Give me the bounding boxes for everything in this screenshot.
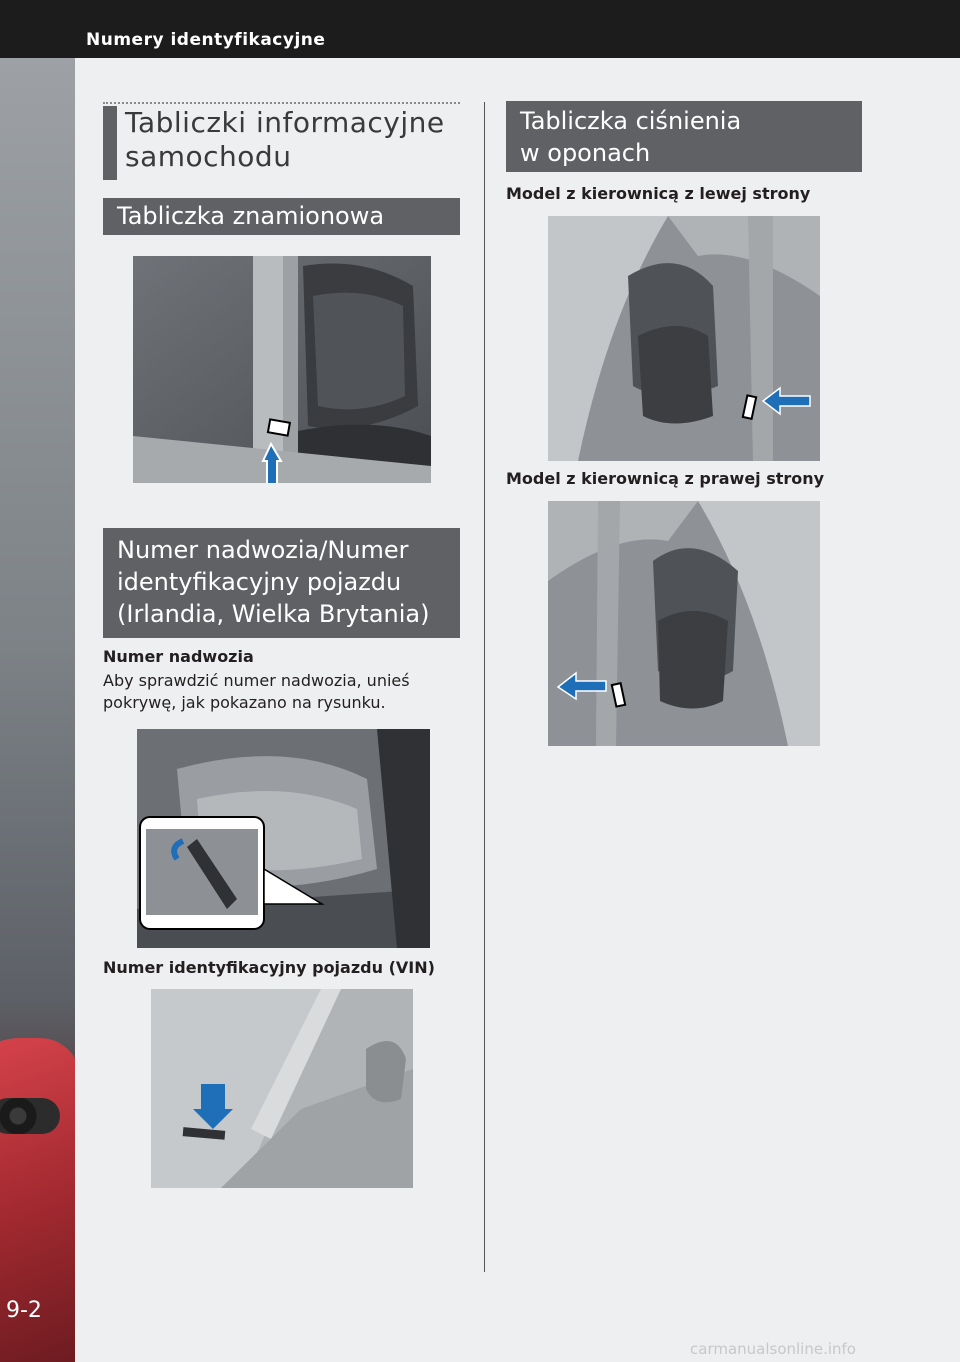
body-number-heading-line-1: Numer nadwozia/Numer — [117, 536, 409, 564]
column-divider — [484, 102, 485, 1272]
car-headlight-image — [0, 1098, 60, 1134]
nameplate-heading: Tabliczka znamionowa — [117, 202, 385, 230]
instruction-line-1: Aby sprawdzić numer nadwozia, unieś — [103, 671, 410, 690]
page-number: 9-2 — [6, 1298, 42, 1323]
lhd-tire-label-illustration — [548, 216, 820, 461]
body-number-heading-line-3: (Irlandia, Wielka Brytania) — [117, 600, 430, 628]
section-title-line-1: Tabliczki informacyjne — [125, 106, 445, 139]
heading-box-body-number — [103, 528, 460, 638]
vin-subheading: Numer identyfikacyjny pojazdu (VIN) — [103, 958, 435, 977]
body-number-subheading: Numer nadwozia — [103, 647, 254, 666]
body-number-illustration — [137, 729, 430, 948]
sidebar-photo-strip — [0, 58, 75, 1362]
tire-pressure-heading-line-2: w oponach — [520, 139, 651, 167]
section-title-line-2: samochodu — [125, 140, 292, 173]
nameplate-illustration — [133, 256, 431, 483]
chapter-title: Numery identyfikacyjne — [86, 30, 326, 50]
header-bar — [0, 0, 960, 58]
body-number-instructions — [103, 670, 463, 714]
body-number-heading-line-2: identyfikacyjny pojazdu — [117, 568, 402, 596]
rhd-subheading: Model z kierownicą z prawej strony — [506, 469, 825, 488]
tire-pressure-heading-line-1: Tabliczka ciśnienia — [520, 107, 742, 135]
section-title — [103, 106, 460, 180]
heading-box-tire-pressure — [506, 101, 862, 172]
watermark-text: carmanualsonline.info — [690, 1340, 856, 1358]
vin-illustration — [151, 989, 413, 1188]
lhd-subheading: Model z kierownicą z lewej strony — [506, 184, 811, 203]
rhd-tire-label-illustration — [548, 501, 820, 746]
instruction-line-2: pokrywę, jak pokazano na rysunku. — [103, 693, 386, 712]
title-rule — [103, 102, 460, 104]
heading-box-nameplate — [103, 198, 460, 235]
